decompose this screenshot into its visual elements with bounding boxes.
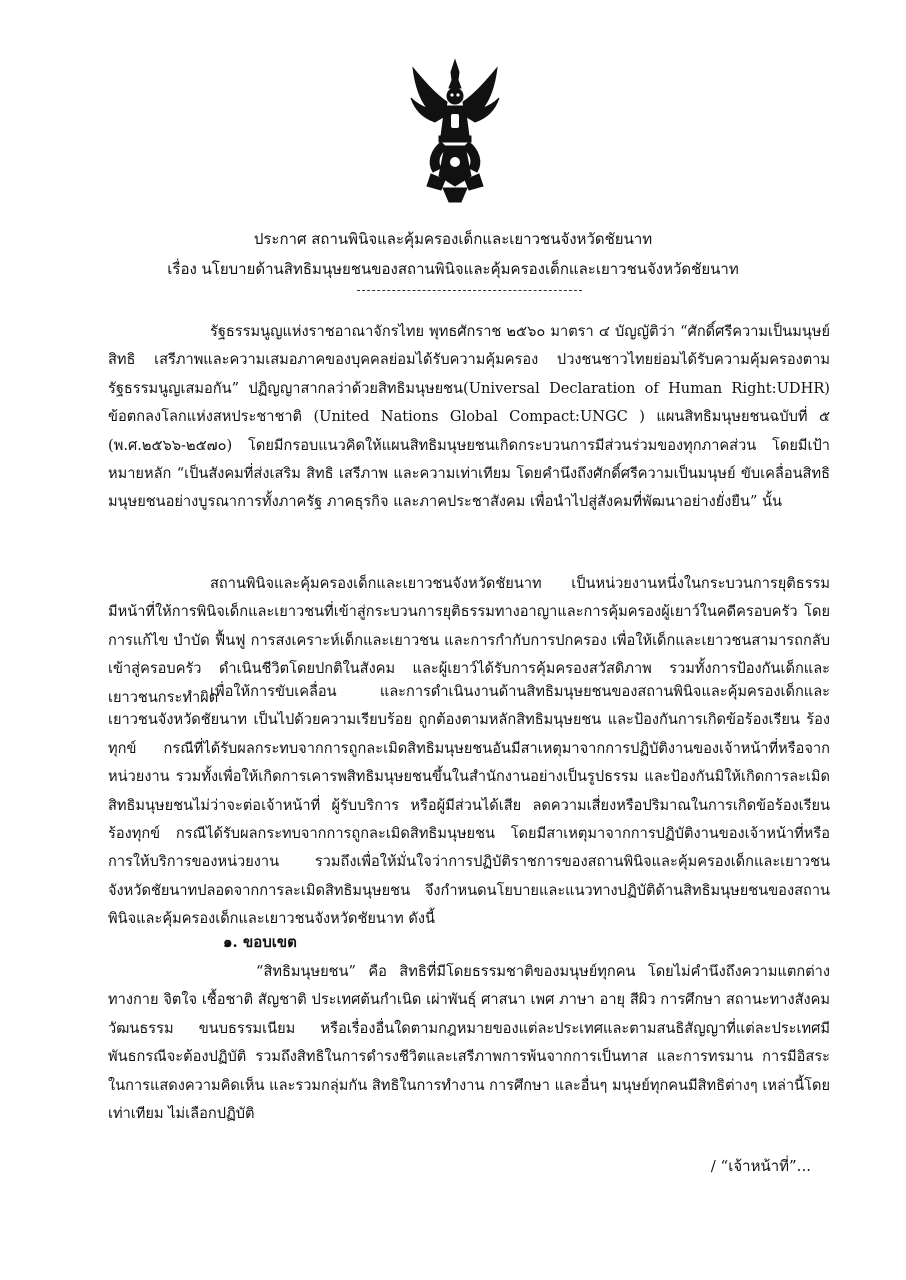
garuda-emblem-icon — [405, 58, 505, 204]
header-divider — [357, 290, 582, 291]
paragraph-purpose: เพื่อให้การขับเคลื่อน และการดำเนินงานด้านสิทธิมนุษยชนของสถานพินิจและคุ้มครองเด็กและเยาวชนจังหวัดชัยนาท เป็นไปด้วยความเรียบร้อย ถูกต้องตามหลักสิทธิมนุษยชน และป้องกันการเกิดข้อร้องเรียน ร้องทุกข์ กรณีที่ได้รับผลกระทบจากการถูกละเมิดสิทธิมนุษยชนอันมีสาเหตุมาจากการปฏิบัติงานของเจ้าหน้าที่หรือจากหน่วยงาน รวมทั้งเพื่อให้เกิดการเคารพสิทธิมนุษยชนขึ้นในสำนักงานอย่างเป็นรูปธรรม และป้องกันมิให้เกิดการละเมิดสิทธิมนุษยชนไม่ว่าจะต่อเจ้าหน้าที่ ผู้รับบริการ หรือผู้มีส่วนได้เสีย ลดความเสี่ยงหรือปริมาณในการเกิดข้อร้องเรียน ร้องทุกข์ กรณีได้รับผลกระทบจากการถูกละเมิดสิทธิมนุษยชน โดยมีสาเหตุมาจากการปฏิบัติงานของเจ้าหน้าที่หรือการให้บริการของหน่วยงาน รวมถึงเพื่อให้มั่นใจว่าการปฏิบัติราชการของสถานพินิจและคุ้มครองเด็กและเยาวชนจังหวัดชัยนาทปลอดจากการละเมิดสิทธิมนุษยชน จึงกำหนดนโยบายและแนวทางปฏิบัติด้านสิทธิมนุษยชนของสถานพินิจและคุ้มครองเด็กและเยาวชนจังหวัดชัยนาท ดังนี้ — [108, 683, 830, 928]
announcement-line: ประกาศ สถานพินิจและคุ้มครองเด็กและเยาวชนจังหวัดชัยนาท — [253, 230, 653, 248]
paragraph-constitution: รัฐธรรมนูญแห่งราชอาณาจักรไทย พุทธศักราช ๒๕๖๐ มาตรา ๔ บัญญัติว่า “ศักดิ์ศรีความเป็นมนุษย์ สิทธิ เสรีภาพและความเสมอภาคของบุคคลย่อมได้รับความคุ้มครอง ปวงชนชาวไทยย่อมได้รับความคุ้มครองตามรัฐธรรมนูญเสมอกัน” ปฏิญญาสากลว่าด้วยสิทธิมนุษยชน(Universal Declaration of Human Right:UDHR) ข้อตกลงโลกแห่งสหประชาชาติ (United Nations Global Compact:UNGC ) แผนสิทธิมนุษยชนฉบับที่ ๕ (พ.ศ.๒๕๖๖-๒๕๗๐) โดยมีกรอบแนวคิดให้แผนสิทธิมนุษยชนเกิดกระบวนการมีส่วนร่วมของทุกภาคส่วน โดยมีเป้าหมายหลัก “เป็นสังคมที่ส่งเสริม สิทธิ เสรีภาพ และความเท่าเทียม โดยคำนึงถึงศักดิ์ศรีความเป็นมนุษย์ ขับเคลื่อนสิทธิมนุษยชนอย่างบูรณาการทั้งภาครัฐ ภาคธุรกิจ และภาคประชาสังคม เพื่อนำไปสู่สังคมที่พัฒนาอย่างยั่งยืน” นั้น — [108, 323, 830, 511]
subject-line: เรื่อง นโยบายด้านสิทธิมนุษยชนของสถานพินิจและคุ้มครองเด็กและเยาวชนจังหวัดชัยนาท — [167, 260, 739, 278]
paragraph-human-rights-definition: “สิทธิมนุษยชน” คือ สิทธิที่มีโดยธรรมชาติของมนุษย์ทุกคน โดยไม่คำนึงถึงความแตกต่างทางกาย จิตใจ เชื้อชาติ สัญชาติ ประเทศต้นกำเนิด เผ่าพันธุ์ ศาสนา เพศ ภาษา อายุ สีผิว การศึกษา สถานะทางสังคม วัฒนธรรม ขนบธรรมเนียม หรือเรื่องอื่นใดตามกฎหมายของแต่ละประเทศและตามสนธิสัญญาที่แต่ละประเทศมีพันธกรณีจะต้องปฏิบัติ รวมถึงสิทธิในการดำรงชีวิตและเสรีภาพการพ้นจากการเป็นทาส และการทรมาน การมีอิสระในการแสดงความคิดเห็น และรวมกลุ่มกัน สิทธิในการทำงาน การศึกษา และอื่นๆ มนุษย์ทุกคนมีสิทธิต่างๆ เหล่านี้โดยเท่าเทียม ไม่เลือกปฏิบัติ — [108, 963, 830, 1123]
paragraph-agency-role: สถานพินิจและคุ้มครองเด็กและเยาวชนจังหวัดชัยนาท เป็นหน่วยงานหนึ่งในกระบวนการยุติธรรม มีหน้าที่ให้การพินิจเด็กและเยาวชนที่เข้าสู่กระบวนการยุติธรรมทางอาญาและการคุ้มครองผู้เยาว์ในคดีครอบครัว โดยการแก้ไข บำบัด ฟื้นฟู การสงเคราะห์เด็กและเยาวชน และการกำกับการปกครอง เพื่อให้เด็กและเยาวชนสามารถกลับเข้าสู่ครอบครัว ดำเนินชีวิตโดยปกติในสังคม และผู้เยาว์ได้รับการคุ้มครองสวัสดิภาพ รวมทั้งการป้องกันเด็กและเยาวชนกระทำผิด — [108, 575, 830, 706]
continuation-marker: / “เจ้าหน้าที่”... — [710, 1157, 811, 1175]
document-header — [0, 224, 906, 284]
section-1-heading: ๑. ขอบเขต — [223, 933, 297, 951]
